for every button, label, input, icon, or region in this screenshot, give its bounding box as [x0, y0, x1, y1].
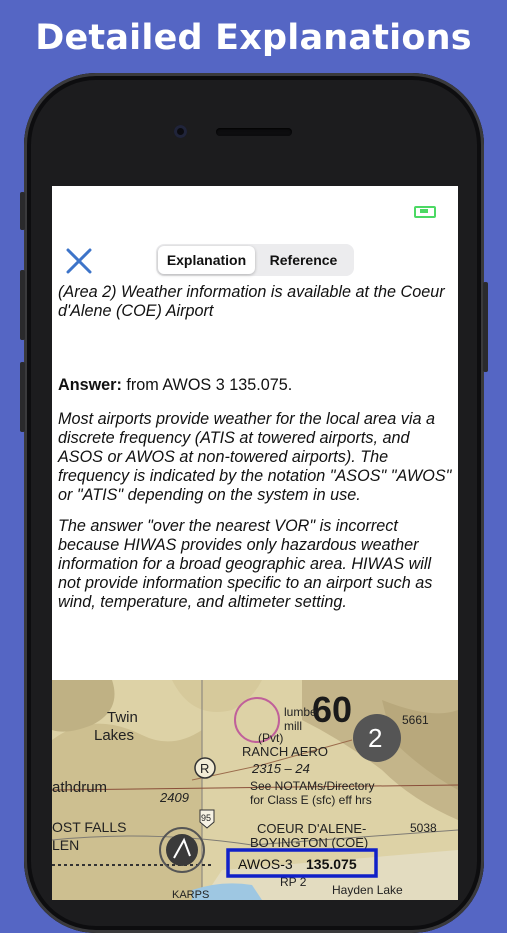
explanation-content — [58, 283, 454, 612]
volume-down-button — [20, 362, 25, 432]
map-label-twin: Twin — [107, 709, 138, 726]
map-label-2409: 2409 — [160, 790, 189, 805]
map-label-5661: 5661 — [402, 713, 429, 727]
explanation-paragraph-2: The answer "over the nearest VOR" is incorrect because HIWAS provides only hazardous weather information for a broad geographic area. HIWAS will not provide information specific to an airport such as wind, temperature, and altimeter setting. — [58, 517, 433, 611]
map-label-karps: KARPS — [172, 889, 210, 900]
mute-switch — [20, 192, 25, 230]
map-label-5038: 5038 — [410, 821, 437, 835]
tab-explanation[interactable]: Explanation — [158, 246, 255, 274]
battery-icon — [414, 206, 436, 218]
map-count-circle: 2 — [368, 723, 383, 753]
map-label-athdrum: athdrum — [52, 779, 108, 796]
headline: Detailed Explanations — [35, 18, 472, 58]
earpiece-speaker — [216, 128, 292, 136]
map-label-notams-1: See NOTAMs/Directory — [250, 779, 375, 793]
map-label-hayden: Hayden Lake — [332, 883, 403, 897]
app-screen — [52, 186, 458, 900]
map-label-post-falls: OST FALLS — [52, 819, 127, 835]
tab-reference[interactable]: Reference — [269, 252, 338, 268]
map-label-coeur-1: COEUR D'ALENE- — [257, 821, 367, 836]
map-label-mill: mill — [284, 719, 302, 733]
close-button[interactable] — [64, 246, 94, 276]
answer-text: from AWOS 3 135.075. — [121, 376, 293, 394]
explanation-paragraph-1: Most airports provide weather for the local area via a discrete frequency (ATIS at towered airports, and ASOS or AWOS at non-towered airports). The frequency is indicated by the notation "ASOS" "AWOS" or "ATIS" depending on the system in use. — [58, 410, 452, 504]
volume-up-button — [20, 270, 25, 340]
sectional-chart-excerpt — [52, 680, 458, 900]
front-camera — [174, 125, 187, 138]
map-label-awos: AWOS-3 — [238, 856, 293, 872]
map-label-notams-2: for Class E (sfc) eff hrs — [250, 793, 372, 807]
map-label-coeur-2: BOYINGTON (COE) — [250, 835, 369, 850]
map-label-ranch-aero: RANCH AERO — [242, 744, 328, 759]
map-max-elevation: 60 — [312, 689, 353, 730]
answer-label: Answer: — [58, 376, 122, 394]
map-label-len: LEN — [52, 837, 80, 853]
tab-switcher — [156, 244, 354, 276]
close-x-icon — [64, 246, 94, 276]
map-label-rp: RP 2 — [280, 875, 307, 889]
map-route-95: 95 — [201, 813, 212, 823]
question-text: (Area 2) Weather information is available at the Coeur d'Alene (COE) Airport — [58, 283, 445, 320]
map-r-marker: R — [200, 761, 210, 776]
map-label-lakes: Lakes — [94, 727, 135, 744]
answer-line — [58, 376, 454, 395]
power-button — [483, 282, 488, 372]
map-label-awos-frequency: 135.075 — [306, 856, 357, 872]
map-label-lumber: lumber — [284, 705, 321, 719]
sectional-chart-image — [52, 680, 458, 900]
map-label-pvt: (Pvt) — [258, 731, 284, 745]
map-label-ranch-info: 2315 – 24 — [252, 761, 310, 776]
